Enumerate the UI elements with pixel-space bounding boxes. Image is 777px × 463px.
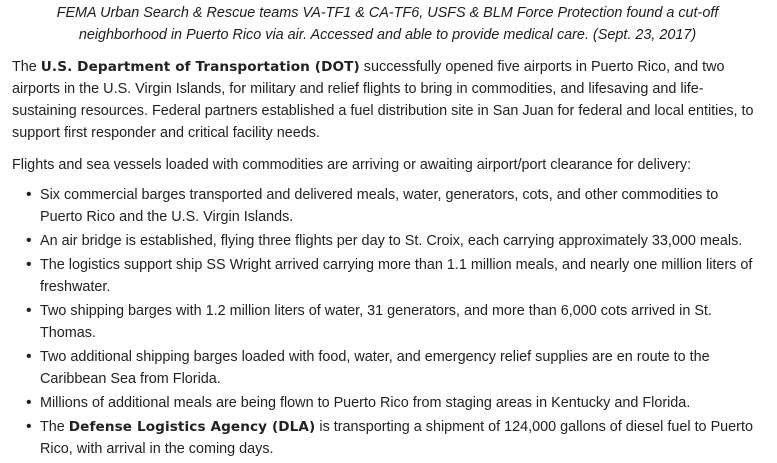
- dla-agency-name: Defense Logistics Agency (DLA): [68, 419, 316, 435]
- dot-paragraph-text: successfully opened five airports in Puerto Rico, and two airports in the U.S. Virgin Islands, for military and relief flights to bring in commodities, and lifesaving and life-sustaining resources. Federal partners established a fuel distribution site in San Juan for federal and local entities, to support first responder and critical facility needs.: [12, 59, 754, 141]
- dot-agency-name: U.S. Department of Transportation (DOT): [40, 59, 360, 75]
- list-item: • Millions of additional meals are being flown to Puerto Rico from staging areas in Kentucky and Florida.: [26, 392, 763, 414]
- list-item: • Two shipping barges with 1.2 million liters of water, 31 generators, and more than 6,000 cots arrived in St. Thomas.: [26, 300, 763, 344]
- dla-text: is transporting a shipment of 124,000 gallons of diesel fuel to Puerto Rico, with arrival in the coming days.: [40, 419, 753, 457]
- list-item: • Six commercial barges transported and delivered meals, water, generators, cots, and other commodities to Puerto Rico and the U.S. Virgin Islands.: [26, 184, 763, 228]
- dot-paragraph: [12, 56, 763, 144]
- photo-caption: FEMA Urban Search & Rescue teams VA-TF1 & CA-TF6, USFS & BLM Force Protection found a cut-off neighborhood in Puerto Rico via air. Accessed and able to provide medical care. (Sept. 23, 2017): [56, 5, 719, 43]
- commodities-intro: Flights and sea vessels loaded with commodities are arriving or awaiting airport/port clearance for delivery:: [12, 157, 692, 173]
- commodities-list: [12, 184, 763, 460]
- list-item-dla: [26, 416, 763, 460]
- dla-prefix: The: [40, 419, 69, 435]
- list-item: • Two additional shipping barges loaded with food, water, and emergency relief supplies are en route to the Caribbean Sea from Florida.: [26, 346, 763, 390]
- list-item: • An air bridge is established, flying three flights per day to St. Croix, each carrying approximately 33,000 meals.: [26, 230, 763, 252]
- list-item: • The logistics support ship SS Wright arrived carrying more than 1.1 million meals, and nearly one million liters of freshwater.: [26, 254, 763, 298]
- dot-paragraph-prefix: The: [12, 59, 41, 75]
